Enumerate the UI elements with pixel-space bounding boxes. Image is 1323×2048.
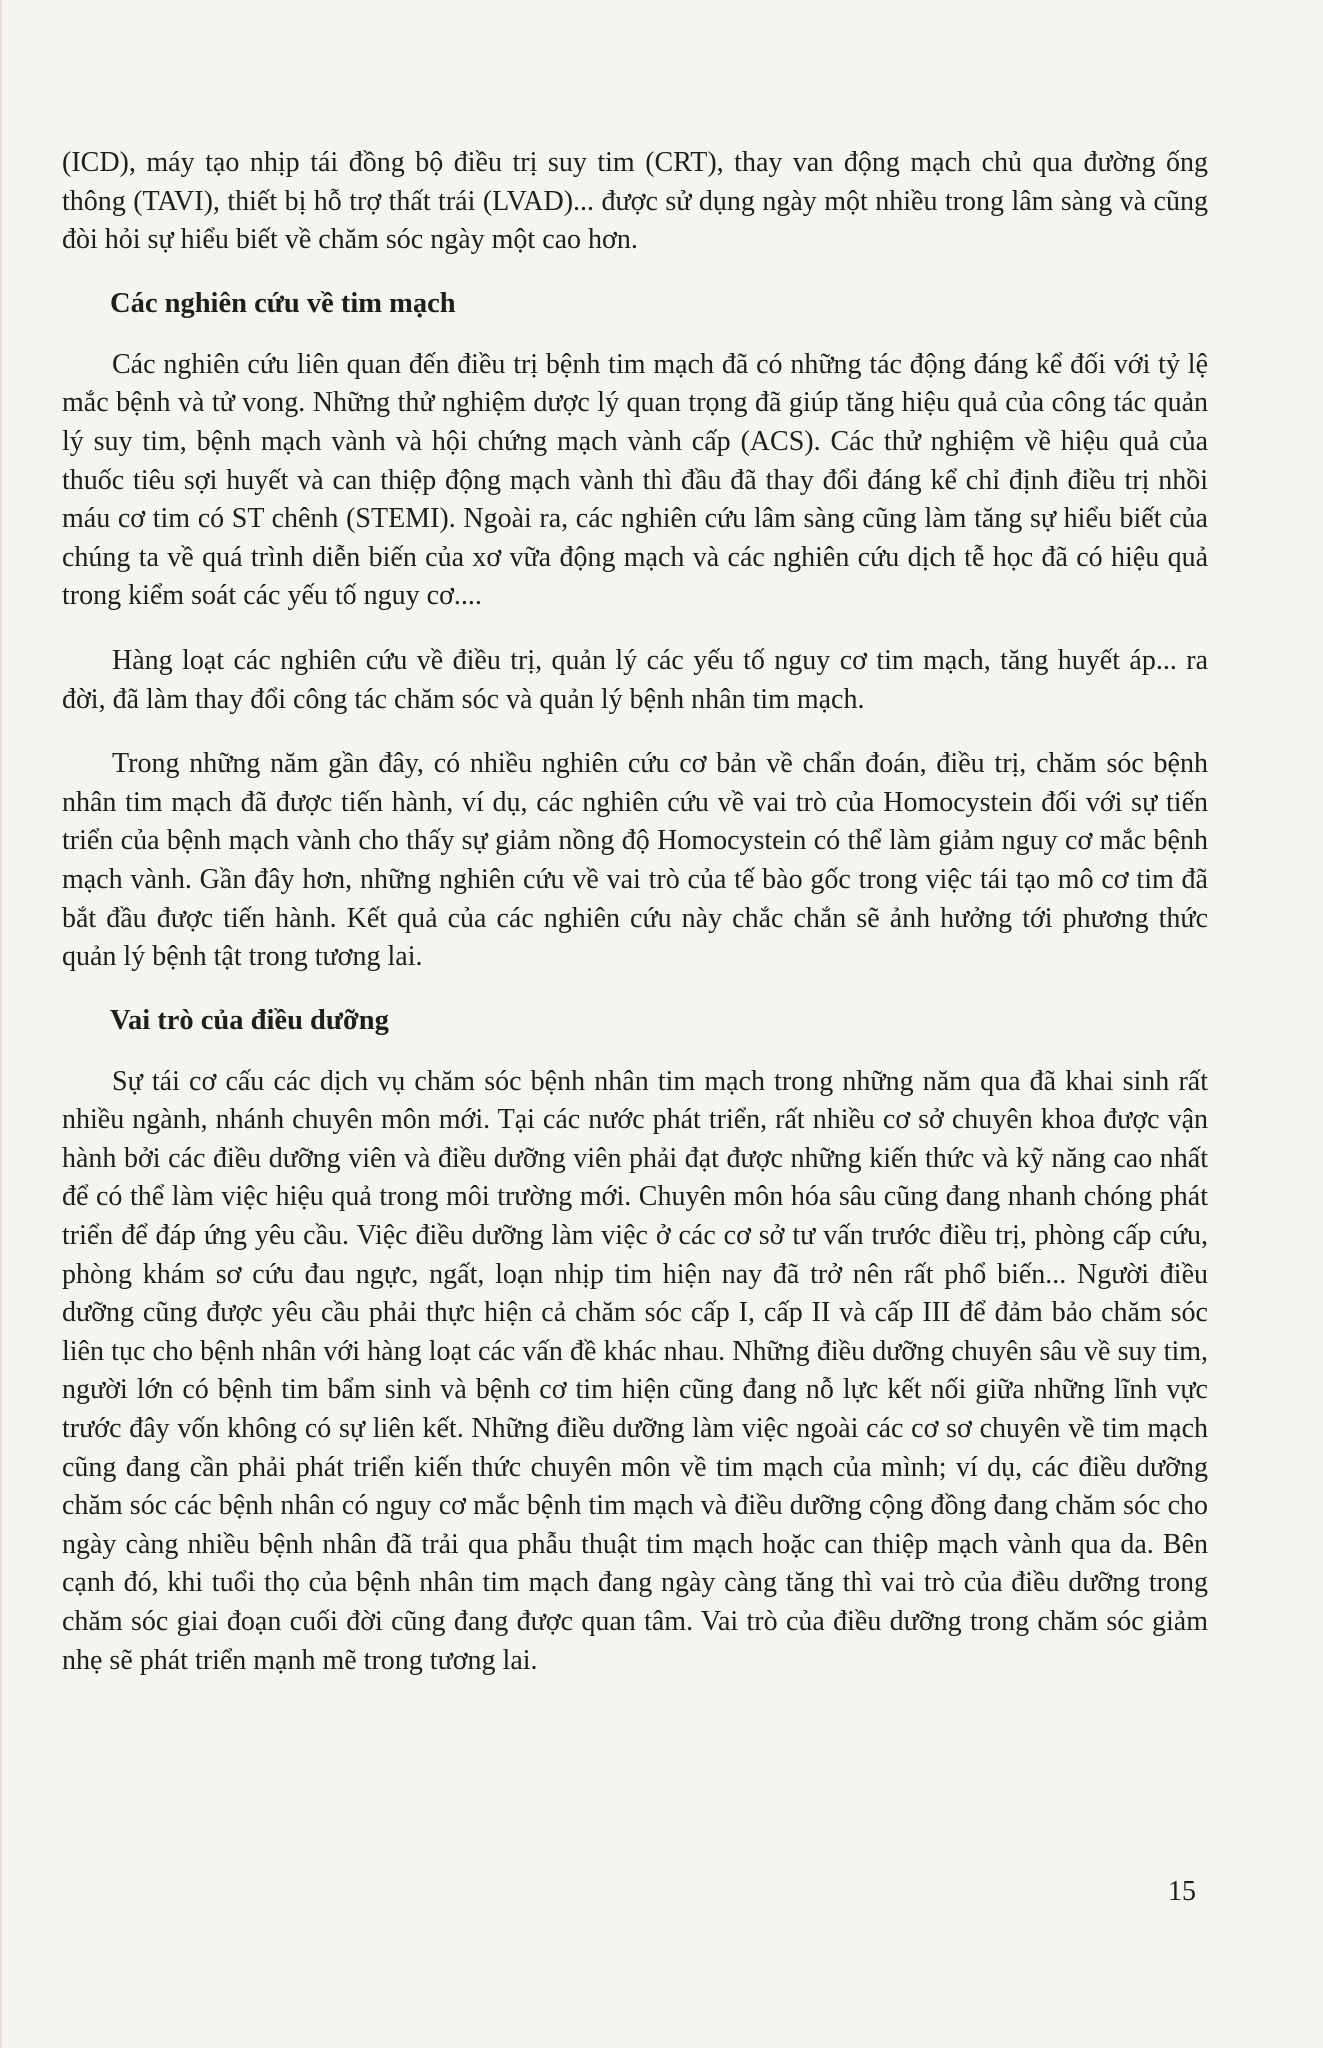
page-edge-shadow	[0, 0, 3, 2048]
nursing-paragraph-1: Sự tái cơ cấu các dịch vụ chăm sóc bệnh nhân tim mạch trong những năm qua đã khai sinh rất nhiều ngành, nhánh chuyên môn mới. Tại các nước phát triển, rất nhiều cơ sở chuyên khoa được vận hành bởi các điều dưỡng viên và điều dưỡng viên phải đạt được những kiến thức và kỹ năng cao nhất để có thể làm việc hiệu quả trong môi trường mới. Chuyên môn hóa sâu cũng đang nhanh chóng phát triển để đáp ứng yêu cầu. Việc điều dưỡng làm việc ở các cơ sở tư vấn trước điều trị, phòng cấp cứu, phòng khám sơ cứu đau ngực, ngất, loạn nhịp tim hiện nay đã trở nên rất phổ biến... Người điều dưỡng cũng được yêu cầu phải thực hiện cả chăm sóc cấp I, cấp II và cấp III để đảm bảo chăm sóc liên tục cho bệnh nhân với hàng loạt các vấn đề khác nhau. Những điều dưỡng chuyên sâu về suy tim, người lớn có bệnh tim bẩm sinh và bệnh cơ tim hiện cũng đang nỗ lực kết nối giữa những lĩnh vực trước đây vốn không có sự liên kết. Những điều dưỡng làm việc ngoài các cơ sơ chuyên về tim mạch cũng đang cần phải phát triển kiến thức chuyên môn về tim mạch của mình; ví dụ, các điều dưỡng chăm sóc các bệnh nhân có nguy cơ mắc bệnh tim mạch và điều dưỡng cộng đồng đang chăm sóc cho ngày càng nhiều bệnh nhân đã trải qua phẫu thuật tim mạch hoặc can thiệp mạch vành qua da. Bên cạnh đó, khi tuổi thọ của bệnh nhân tim mạch đang ngày càng tăng thì vai trò của điều dưỡng trong chăm sóc giai đoạn cuối đời cũng đang được quan tâm. Vai trò của điều dưỡng trong chăm sóc giảm nhẹ sẽ phát triển mạnh mẽ trong tương lai.	[62, 1065, 1208, 1676]
research-paragraph-3: Trong những năm gần đây, có nhiều nghiên cứu cơ bản về chẩn đoán, điều trị, chăm sóc bệnh nhân tim mạch đã được tiến hành, ví dụ, các nghiên cứu về vai trò của Homocystein đối với sự tiến triển của bệnh mạch vành cho thấy sự giảm nồng độ Homocystein có thể làm giảm nguy cơ mắc bệnh mạch vành. Gần đây hơn, những nghiên cứu về vai trò của tế bào gốc trong việc tái tạo mô cơ tim đã bắt đầu được tiến hành. Kết quả của các nghiên cứu này chắc chắn sẽ ảnh hưởng tới phương thức quản lý bệnh tật trong tương lai.	[62, 748, 1208, 973]
research-paragraph-1: Các nghiên cứu liên quan đến điều trị bệnh tim mạch đã có những tác động đáng kể đối với tỷ lệ mắc bệnh và tử vong. Những thử nghiệm dược lý quan trọng đã giúp tăng hiệu quả của công tác quản lý suy tim, bệnh mạch vành và hội chứng mạch vành cấp (ACS). Các thử nghiệm về hiệu quả của thuốc tiêu sợi huyết và can thiệp động mạch vành thì đầu đã thay đổi đáng kể chỉ định điều trị nhồi máu cơ tim có ST chênh (STEMI). Ngoài ra, các nghiên cứu lâm sàng cũng làm tăng sự hiểu biết của chúng ta về quá trình diễn biến của xơ vữa động mạch và các nghiên cứu dịch tễ học đã có hiệu quả trong kiểm soát các yếu tố nguy cơ....	[62, 348, 1208, 612]
research-paragraph-2: Hàng loạt các nghiên cứu về điều trị, quản lý các yếu tố nguy cơ tim mạch, tăng huyết áp... ra đời, đã làm thay đổi công tác chăm sóc và quản lý bệnh nhân tim mạch.	[62, 644, 1208, 715]
page-content	[62, 144, 1208, 1680]
section-heading-nursing: Vai trò của điều dưỡng	[110, 1004, 389, 1036]
section-heading-research: Các nghiên cứu về tim mạch	[110, 287, 456, 319]
intro-paragraph: (ICD), máy tạo nhịp tái đồng bộ điều trị suy tim (CRT), thay van động mạch chủ qua đường ống thông (TAVI), thiết bị hỗ trợ thất trái (LVAD)... được sử dụng ngày một nhiều trong lâm sàng và cũng đòi hỏi sự hiểu biết về chăm sóc ngày một cao hơn.	[62, 147, 1208, 256]
page-number: 15	[1168, 1876, 1196, 1907]
